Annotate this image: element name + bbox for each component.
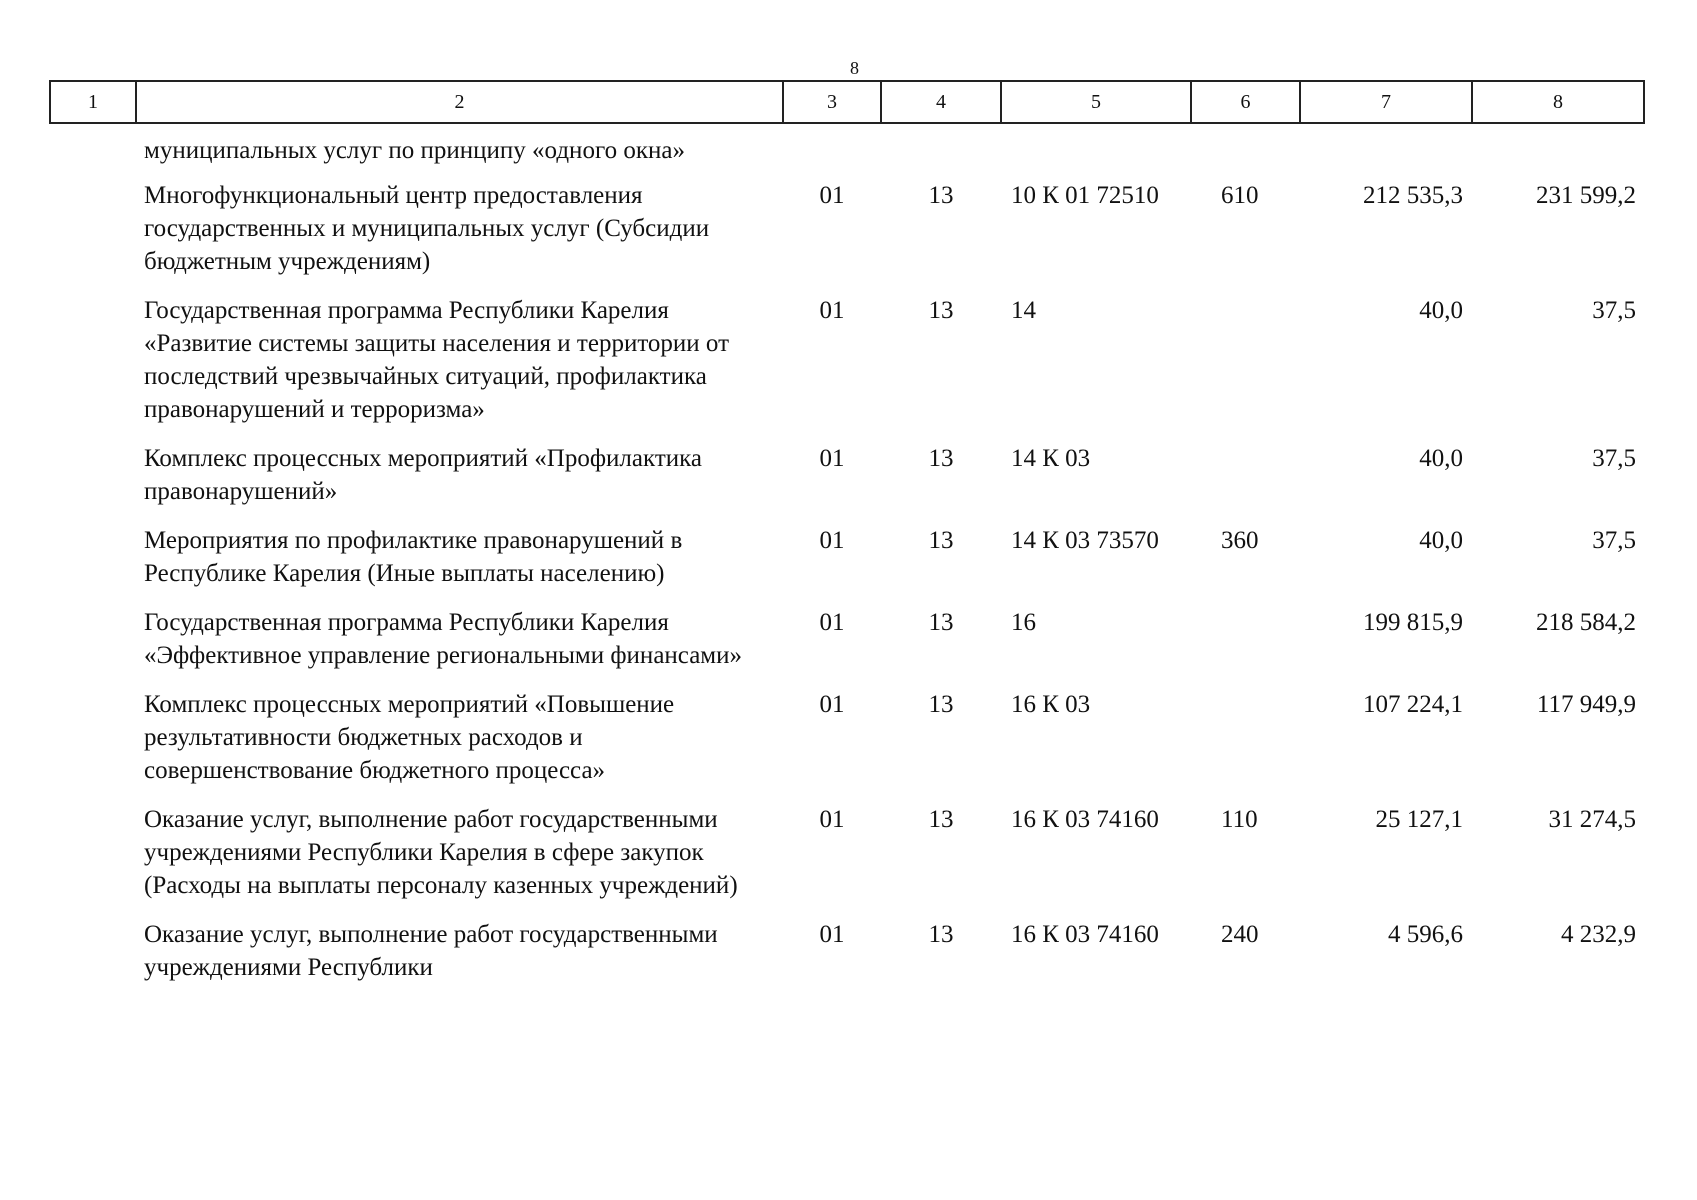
- target-article-cell: 14 К 03 73570: [1011, 527, 1159, 554]
- row-number-cell: [50, 803, 136, 918]
- amount-col7-cell: 40,0: [1419, 445, 1463, 472]
- subsection-code-cell: [881, 123, 1001, 179]
- section-code-cell: 01: [819, 691, 845, 718]
- description-cell: Оказание услуг, выполнение работ государственными учреждениями Республики: [144, 921, 718, 981]
- amount-col7-cell: 40,0: [1419, 297, 1463, 324]
- expense-type-cell: 360: [1221, 527, 1259, 554]
- table-row: [50, 688, 1644, 803]
- amount-col7-cell: 107 224,1: [1363, 691, 1463, 718]
- section-code-cell: 01: [819, 609, 845, 636]
- row-number-cell: [50, 123, 136, 179]
- amount-col8-cell: 31 274,5: [1548, 806, 1636, 833]
- subsection-code-cell: 13: [928, 609, 954, 636]
- expense-type-cell: [1191, 688, 1300, 803]
- target-article-cell: 10 К 01 72510: [1011, 182, 1159, 209]
- column-header-8: 8: [1472, 81, 1644, 123]
- row-number-cell: [50, 606, 136, 688]
- column-header-7: 7: [1300, 81, 1472, 123]
- section-code-cell: 01: [819, 445, 845, 472]
- section-code-cell: 01: [819, 806, 845, 833]
- amount-col7-cell: 4 596,6: [1388, 921, 1463, 948]
- amount-col8-cell: 218 584,2: [1536, 609, 1636, 636]
- amount-col8-cell: 117 949,9: [1536, 691, 1636, 718]
- description-cell: Комплекс процессных мероприятий «Профилактика правонарушений»: [144, 445, 702, 505]
- description-cell: муниципальных услуг по принципу «одного окна»: [144, 137, 685, 164]
- row-number-cell: [50, 294, 136, 442]
- column-header-2: 2: [136, 81, 783, 123]
- expense-type-cell: 610: [1221, 182, 1259, 209]
- subsection-code-cell: 13: [928, 806, 954, 833]
- column-header-1: 1: [50, 81, 136, 123]
- amount-col7-cell: 199 815,9: [1363, 609, 1463, 636]
- amount-col8-cell: [1472, 123, 1644, 179]
- subsection-code-cell: 13: [928, 527, 954, 554]
- expense-type-cell: [1191, 294, 1300, 442]
- target-article-cell: 16 К 03 74160: [1011, 806, 1159, 833]
- expense-type-cell: [1191, 442, 1300, 524]
- column-header-5: 5: [1001, 81, 1191, 123]
- table-row: [50, 179, 1644, 294]
- amount-col8-cell: 37,5: [1592, 297, 1636, 324]
- amount-col7-cell: 40,0: [1419, 527, 1463, 554]
- section-code-cell: 01: [819, 527, 845, 554]
- table-header: [50, 81, 1644, 123]
- description-cell: Государственная программа Республики Карелия «Эффективное управление региональными финансами»: [144, 609, 742, 669]
- table-body: [50, 123, 1644, 1000]
- subsection-code-cell: 13: [928, 691, 954, 718]
- description-cell: Государственная программа Республики Карелия «Развитие системы защиты населения и территории от последствий чрезвычайных ситуаций, профилактика правонарушений и терроризма»: [144, 297, 730, 423]
- description-cell: Комплекс процессных мероприятий «Повышение результативности бюджетных расходов и совершенствование бюджетного процесса»: [144, 691, 675, 784]
- amount-col7-cell: [1300, 123, 1472, 179]
- amount-col8-cell: 231 599,2: [1536, 182, 1636, 209]
- budget-table: [49, 80, 1645, 1000]
- column-header-3: 3: [783, 81, 881, 123]
- subsection-code-cell: 13: [928, 921, 954, 948]
- target-article-cell: 14: [1011, 297, 1036, 324]
- description-cell: Многофункциональный центр предоставления государственных и муниципальных услуг (Субсидии бюджетным учреждениям): [144, 182, 710, 275]
- table-row: [50, 123, 1644, 179]
- row-number-cell: [50, 688, 136, 803]
- expense-type-cell: [1191, 606, 1300, 688]
- table-row: [50, 918, 1644, 1000]
- section-code-cell: 01: [819, 182, 845, 209]
- table-row: [50, 294, 1644, 442]
- subsection-code-cell: 13: [928, 445, 954, 472]
- expense-type-cell: [1191, 123, 1300, 179]
- description-cell: Мероприятия по профилактике правонарушений в Республике Карелия (Иные выплаты населению): [144, 527, 683, 587]
- subsection-code-cell: 13: [928, 297, 954, 324]
- page-number: 8: [850, 58, 859, 78]
- target-article-cell: [1001, 123, 1191, 179]
- section-code-cell: [783, 123, 881, 179]
- target-article-cell: 16: [1011, 609, 1036, 636]
- column-number-row: [50, 81, 1644, 123]
- row-number-cell: [50, 179, 136, 294]
- table-row: [50, 606, 1644, 688]
- target-article-cell: 16 К 03 74160: [1011, 921, 1159, 948]
- description-cell: Оказание услуг, выполнение работ государственными учреждениями Республики Карелия в сфере закупок (Расходы на выплаты персоналу казенных учреждений): [144, 806, 738, 899]
- expense-type-cell: 110: [1221, 806, 1258, 833]
- target-article-cell: 16 К 03: [1011, 691, 1091, 718]
- table-row: [50, 442, 1644, 524]
- amount-col7-cell: 212 535,3: [1363, 182, 1463, 209]
- section-code-cell: 01: [819, 921, 845, 948]
- row-number-cell: [50, 524, 136, 606]
- row-number-cell: [50, 442, 136, 524]
- column-header-4: 4: [881, 81, 1001, 123]
- amount-col7-cell: 25 127,1: [1375, 806, 1463, 833]
- row-number-cell: [50, 918, 136, 1000]
- section-code-cell: 01: [819, 297, 845, 324]
- amount-col8-cell: 37,5: [1592, 527, 1636, 554]
- expense-type-cell: 240: [1221, 921, 1259, 948]
- table-row: [50, 803, 1644, 918]
- target-article-cell: 14 К 03: [1011, 445, 1091, 472]
- column-header-6: 6: [1191, 81, 1300, 123]
- table-row: [50, 524, 1644, 606]
- amount-col8-cell: 4 232,9: [1561, 921, 1636, 948]
- amount-col8-cell: 37,5: [1592, 445, 1636, 472]
- subsection-code-cell: 13: [928, 182, 954, 209]
